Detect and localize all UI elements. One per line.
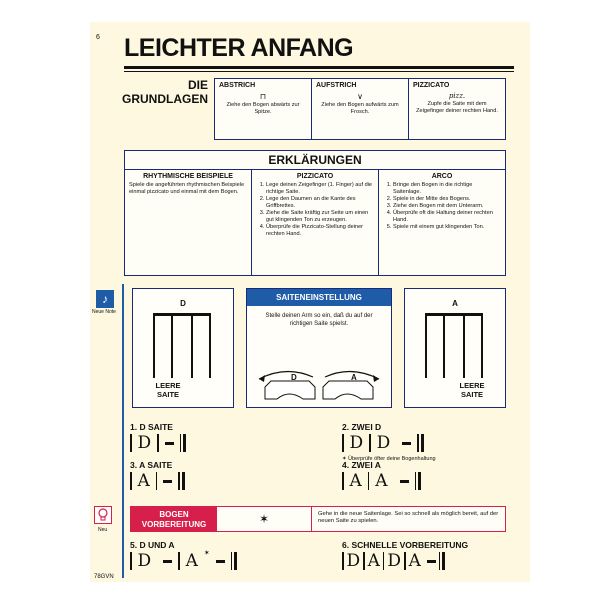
saiteneinstellung-text: Stelle deinen Arm so ein, daß du auf der richtigen Saite spielst. — [265, 313, 373, 327]
arco-step: 2. Spiele in der Mitte des Bogens. — [393, 196, 501, 203]
abstrich-text: Ziehe den Bogen abwärts zur Spitze. — [226, 102, 300, 115]
erkl-pizzicato — [252, 170, 379, 276]
pizz-marking: pizz. — [448, 92, 466, 100]
arco-heading: ARCO — [431, 173, 453, 180]
barline — [180, 434, 182, 452]
d-note-label: D — [180, 299, 186, 308]
leere-text: LEERE — [459, 381, 485, 390]
notation-line — [130, 470, 310, 492]
barline — [157, 434, 159, 452]
exercise-1 — [130, 422, 310, 454]
rest — [400, 480, 409, 483]
exercise-title: 3. A SAITE — [130, 460, 173, 470]
final-barline — [421, 434, 424, 452]
barline — [130, 434, 132, 452]
grundlagen-heading — [100, 78, 208, 106]
note: A — [349, 471, 362, 491]
exercise-title: 2. ZWEI D — [342, 422, 382, 432]
barline — [369, 434, 371, 452]
basics-pizzicato — [409, 79, 505, 139]
rhythmische-text: Spiele die angeführten rhythmischen Beispiele einmal pizzicato und einmal mit dem Bogen. — [129, 182, 245, 195]
final-barline — [182, 472, 185, 490]
final-barline — [418, 472, 421, 490]
barline — [404, 552, 406, 570]
notation-line — [130, 432, 310, 454]
note: A — [408, 551, 421, 571]
basics-table — [214, 78, 506, 140]
bogen-vorbereitung-box — [130, 506, 506, 532]
string — [153, 316, 155, 378]
a-note-label: A — [452, 299, 458, 308]
barline — [415, 472, 417, 490]
barline — [342, 434, 344, 452]
exercise-2 — [342, 422, 522, 462]
barline — [383, 552, 385, 570]
barline — [231, 552, 233, 570]
erkl-pizzicato-heading: PIZZICATO — [296, 173, 334, 180]
rest — [165, 442, 174, 445]
rest — [402, 442, 411, 445]
notation-line — [342, 432, 522, 454]
exercise-title: 1. D SAITE — [130, 422, 173, 432]
string — [171, 316, 173, 378]
note: D — [376, 433, 391, 453]
title-rule — [124, 66, 514, 69]
pizzicato-text: Zupfe die Saite mit dem Zeigefinger deiner rechten Hand. — [416, 101, 498, 114]
string — [443, 316, 445, 378]
abstrich-heading: ABSTRICH — [219, 82, 256, 89]
title-rule-thin — [124, 71, 514, 72]
saiteneinstellung-title: SAITENEINSTELLUNG — [247, 289, 391, 306]
final-barline — [442, 552, 445, 570]
bogen-label — [131, 507, 217, 531]
page-title: LEICHTER ANFANG — [124, 34, 354, 62]
arco-steps — [383, 182, 501, 231]
note: D — [137, 551, 152, 571]
arco-step: 1. Bringe den Bogen in die richtige Saitenlage. — [393, 182, 501, 196]
barline — [342, 552, 344, 570]
note: A — [137, 471, 150, 491]
exercise-title: 4. ZWEI A — [342, 460, 381, 470]
barline — [130, 472, 132, 490]
note: A — [185, 551, 198, 571]
rhythmische-heading: RHYTHMISCHE BEISPIELE — [143, 173, 233, 180]
string — [481, 316, 483, 378]
neue-note-label: Neue Note — [92, 309, 116, 315]
bogen-text: Gehe in die neue Saitenlage. Sei so schnell als möglich bereit, auf der neuen Saite zu spielen. — [318, 511, 499, 524]
a-string-diagram — [404, 288, 506, 408]
arco-step: 5. Spiele mit einem gut klingenden Ton. — [393, 224, 501, 231]
string — [191, 316, 193, 378]
bridge-d-label: D — [291, 373, 297, 382]
barline — [342, 472, 344, 490]
erklaerungen-box — [124, 150, 506, 276]
exercise-6 — [342, 540, 522, 572]
final-barline — [183, 434, 186, 452]
barline — [178, 552, 180, 570]
saite-text: SAITE — [156, 390, 180, 399]
notation-line — [342, 550, 522, 572]
barline — [178, 472, 180, 490]
barline — [439, 552, 441, 570]
basics-abstrich — [215, 79, 312, 139]
erkl-arco — [379, 170, 505, 276]
exercise-title: 6. SCHNELLE VORBEREITUNG — [342, 540, 469, 550]
bogen-line2: VORBEREITUNG — [141, 520, 207, 529]
saiteneinstellung-box — [246, 288, 392, 408]
grundlagen-line1: DIE — [187, 78, 208, 92]
exercise-title: 5. D UND A — [130, 540, 175, 550]
pizzicato-step: 2. Lege den Daumen an die Kante des Griffbrettes. — [266, 196, 374, 210]
bridge-a-label: A — [351, 373, 357, 382]
string — [209, 316, 211, 378]
final-barline — [234, 552, 237, 570]
music-note-icon: ♪ — [96, 290, 114, 308]
rest — [163, 560, 172, 563]
star-marker: ✶ — [203, 549, 210, 557]
pizzicato-steps — [256, 182, 374, 238]
arco-step: 4. Überprüfe oft die Haltung deiner rechten Hand. — [393, 210, 501, 224]
barline — [368, 472, 370, 490]
rest — [427, 560, 436, 563]
basics-aufstrich — [312, 79, 409, 139]
note: A — [375, 471, 388, 491]
barline — [417, 434, 419, 452]
page — [90, 22, 530, 582]
notation-line — [342, 470, 522, 492]
exercise-footnote: ✶ Überprüfe öfter deine Bogenhaltung — [342, 456, 436, 462]
arco-step: 3. Ziehe den Bogen mit dem Unterarm. — [393, 203, 501, 210]
publication-code: 78GVN — [94, 574, 114, 580]
string — [425, 316, 427, 378]
aufstrich-heading: AUFSTRICH — [316, 82, 357, 89]
bridge-illustration — [251, 353, 387, 405]
leere-saite-label — [437, 381, 507, 399]
pizzicato-heading: PIZZICATO — [413, 82, 450, 89]
erkl-rhythmische — [125, 170, 252, 276]
pizzicato-step: 3. Ziehe die Saite kräftig zur Seite um einen gut klingenden Ton zu erzeugen. — [266, 210, 374, 224]
strings-nut — [153, 313, 211, 378]
saite-text: SAITE — [460, 390, 484, 399]
rest — [163, 480, 172, 483]
upbow-icon: ∨ — [357, 92, 363, 101]
neu-label: Neu — [98, 527, 108, 533]
bogen-line1: BOGEN — [159, 510, 189, 519]
lightbulb-icon — [94, 506, 112, 524]
rest — [216, 560, 225, 563]
d-string-diagram — [132, 288, 234, 408]
note: D — [137, 433, 152, 453]
leere-saite-label — [133, 381, 203, 399]
note: A — [367, 551, 380, 571]
grundlagen-line2: GRUNDLAGEN — [122, 92, 208, 106]
page-number: 6 — [96, 34, 100, 41]
barline — [130, 552, 132, 570]
pizzicato-step: 1. Lege deinen Zeigefinger (1. Finger) auf die richtige Saite. — [266, 182, 374, 196]
barline — [156, 472, 158, 490]
notation-line — [130, 550, 330, 572]
margin-rule — [122, 284, 124, 578]
strings-nut — [425, 313, 483, 378]
downbow-icon: ⊓ — [259, 92, 267, 101]
exercise-4 — [342, 460, 522, 492]
barline — [363, 552, 365, 570]
leere-text: LEERE — [155, 381, 181, 390]
exercise-3 — [130, 460, 310, 492]
aufstrich-text: Ziehe den Bogen aufwärts zum Frosch. — [321, 102, 399, 115]
note: D — [346, 551, 361, 571]
note: D — [349, 433, 364, 453]
pizzicato-step: 4. Überprüfe die Pizzicato-Stellung deiner rechten Hand. — [266, 224, 374, 238]
star-marker: ✶ — [217, 507, 312, 531]
note: D — [387, 551, 402, 571]
exercise-5 — [130, 540, 330, 572]
erklaerungen-title: ERKLÄRUNGEN — [125, 151, 505, 170]
string — [463, 316, 465, 378]
